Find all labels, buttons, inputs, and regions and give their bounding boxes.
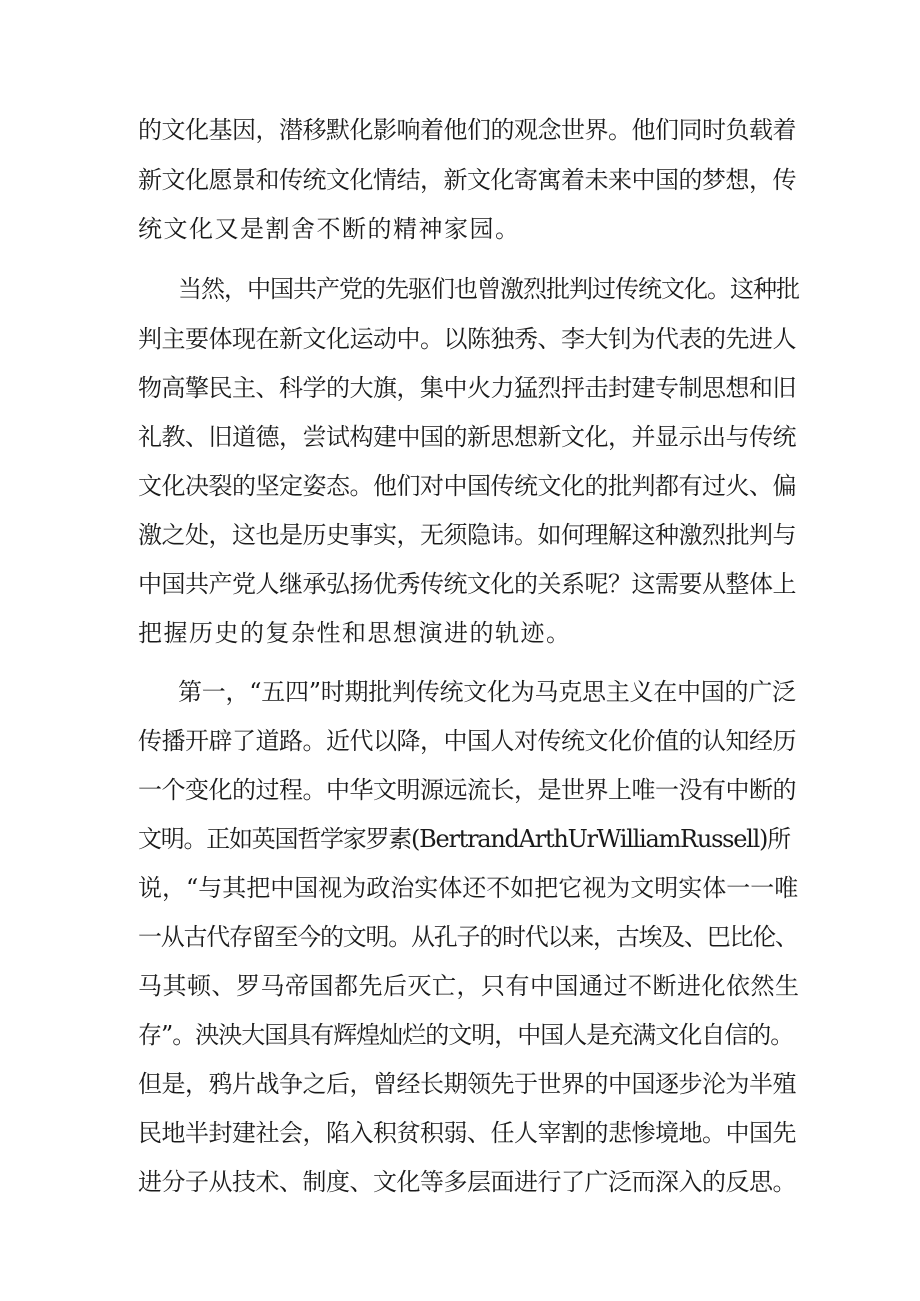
text-line: 当然，中国共产党的先驱们也曾激烈批判过传统文化。这种批 <box>178 275 799 303</box>
text-line: 判主要体现在新文化运动中。以陈独秀、李大钊为代表的先进人 <box>138 325 796 353</box>
text-line: 传播开辟了道路。近代以降，中国人对传统文化价值的认知经历 <box>138 727 796 755</box>
text-line: 统文化又是割舍不断的精神家园。 <box>138 215 521 243</box>
text-line: 说，“与其把中国视为政治实体还不如把它视为文明实体一一唯 <box>138 874 799 902</box>
text-line: 把握历史的复杂性和思想演进的轨迹。 <box>138 619 572 647</box>
text-line: 物高擎民主、科学的大旗，集中火力猛烈抨击封建专制思想和旧 <box>138 374 796 402</box>
text-line: 礼教、旧道德，尝试构建中国的新思想新文化，并显示出与传统 <box>138 423 796 451</box>
text-line: 一个变化的过程。中华文明源远流长，是世界上唯一没有中断的 <box>138 776 796 804</box>
text-line: 文明。正如英国哲学家罗素(BertrandArthUrWilliamRussell)所 <box>138 825 790 853</box>
text-line: 中国共产党人继承弘扬优秀传统文化的关系呢？这需要从整体上 <box>138 570 796 598</box>
text-line: 一从古代存留至今的文明。从孔子的时代以来，古埃及、巴比伦、 <box>138 923 798 951</box>
text-line: 的文化基因，潜移默化影响着他们的观念世界。他们同时负载着 <box>138 116 796 144</box>
text-line: 进分子从技术、制度、文化等多层面进行了广泛而深入的反思。 <box>138 1168 796 1196</box>
text-line: 存”。泱泱大国具有辉煌灿烂的文明，中国人是充满文化自信的。 <box>138 1021 794 1049</box>
text-line: 激之处，这也是历史事实，无须隐讳。如何理解这种激烈批判与 <box>138 521 796 549</box>
text-line: 民地半封建社会，陷入积贫积弱、任人宰割的悲惨境地。中国先 <box>138 1119 796 1147</box>
text-line: 但是，鸦片战争之后，曾经长期领先于世界的中国逐步沦为半殖 <box>138 1070 796 1098</box>
text-line: 新文化愿景和传统文化情结，新文化寄寓着未来中国的梦想，传 <box>138 166 796 194</box>
text-line: 马其顿、罗马帝国都先后灭亡，只有中国通过不断进化依然生 <box>138 972 800 1000</box>
text-line: 文化决裂的坚定姿态。他们对中国传统文化的批判都有过火、偏 <box>138 472 796 500</box>
text-line: 第一，“五四”时期批判传统文化为马克思主义在中国的广泛 <box>178 678 796 706</box>
